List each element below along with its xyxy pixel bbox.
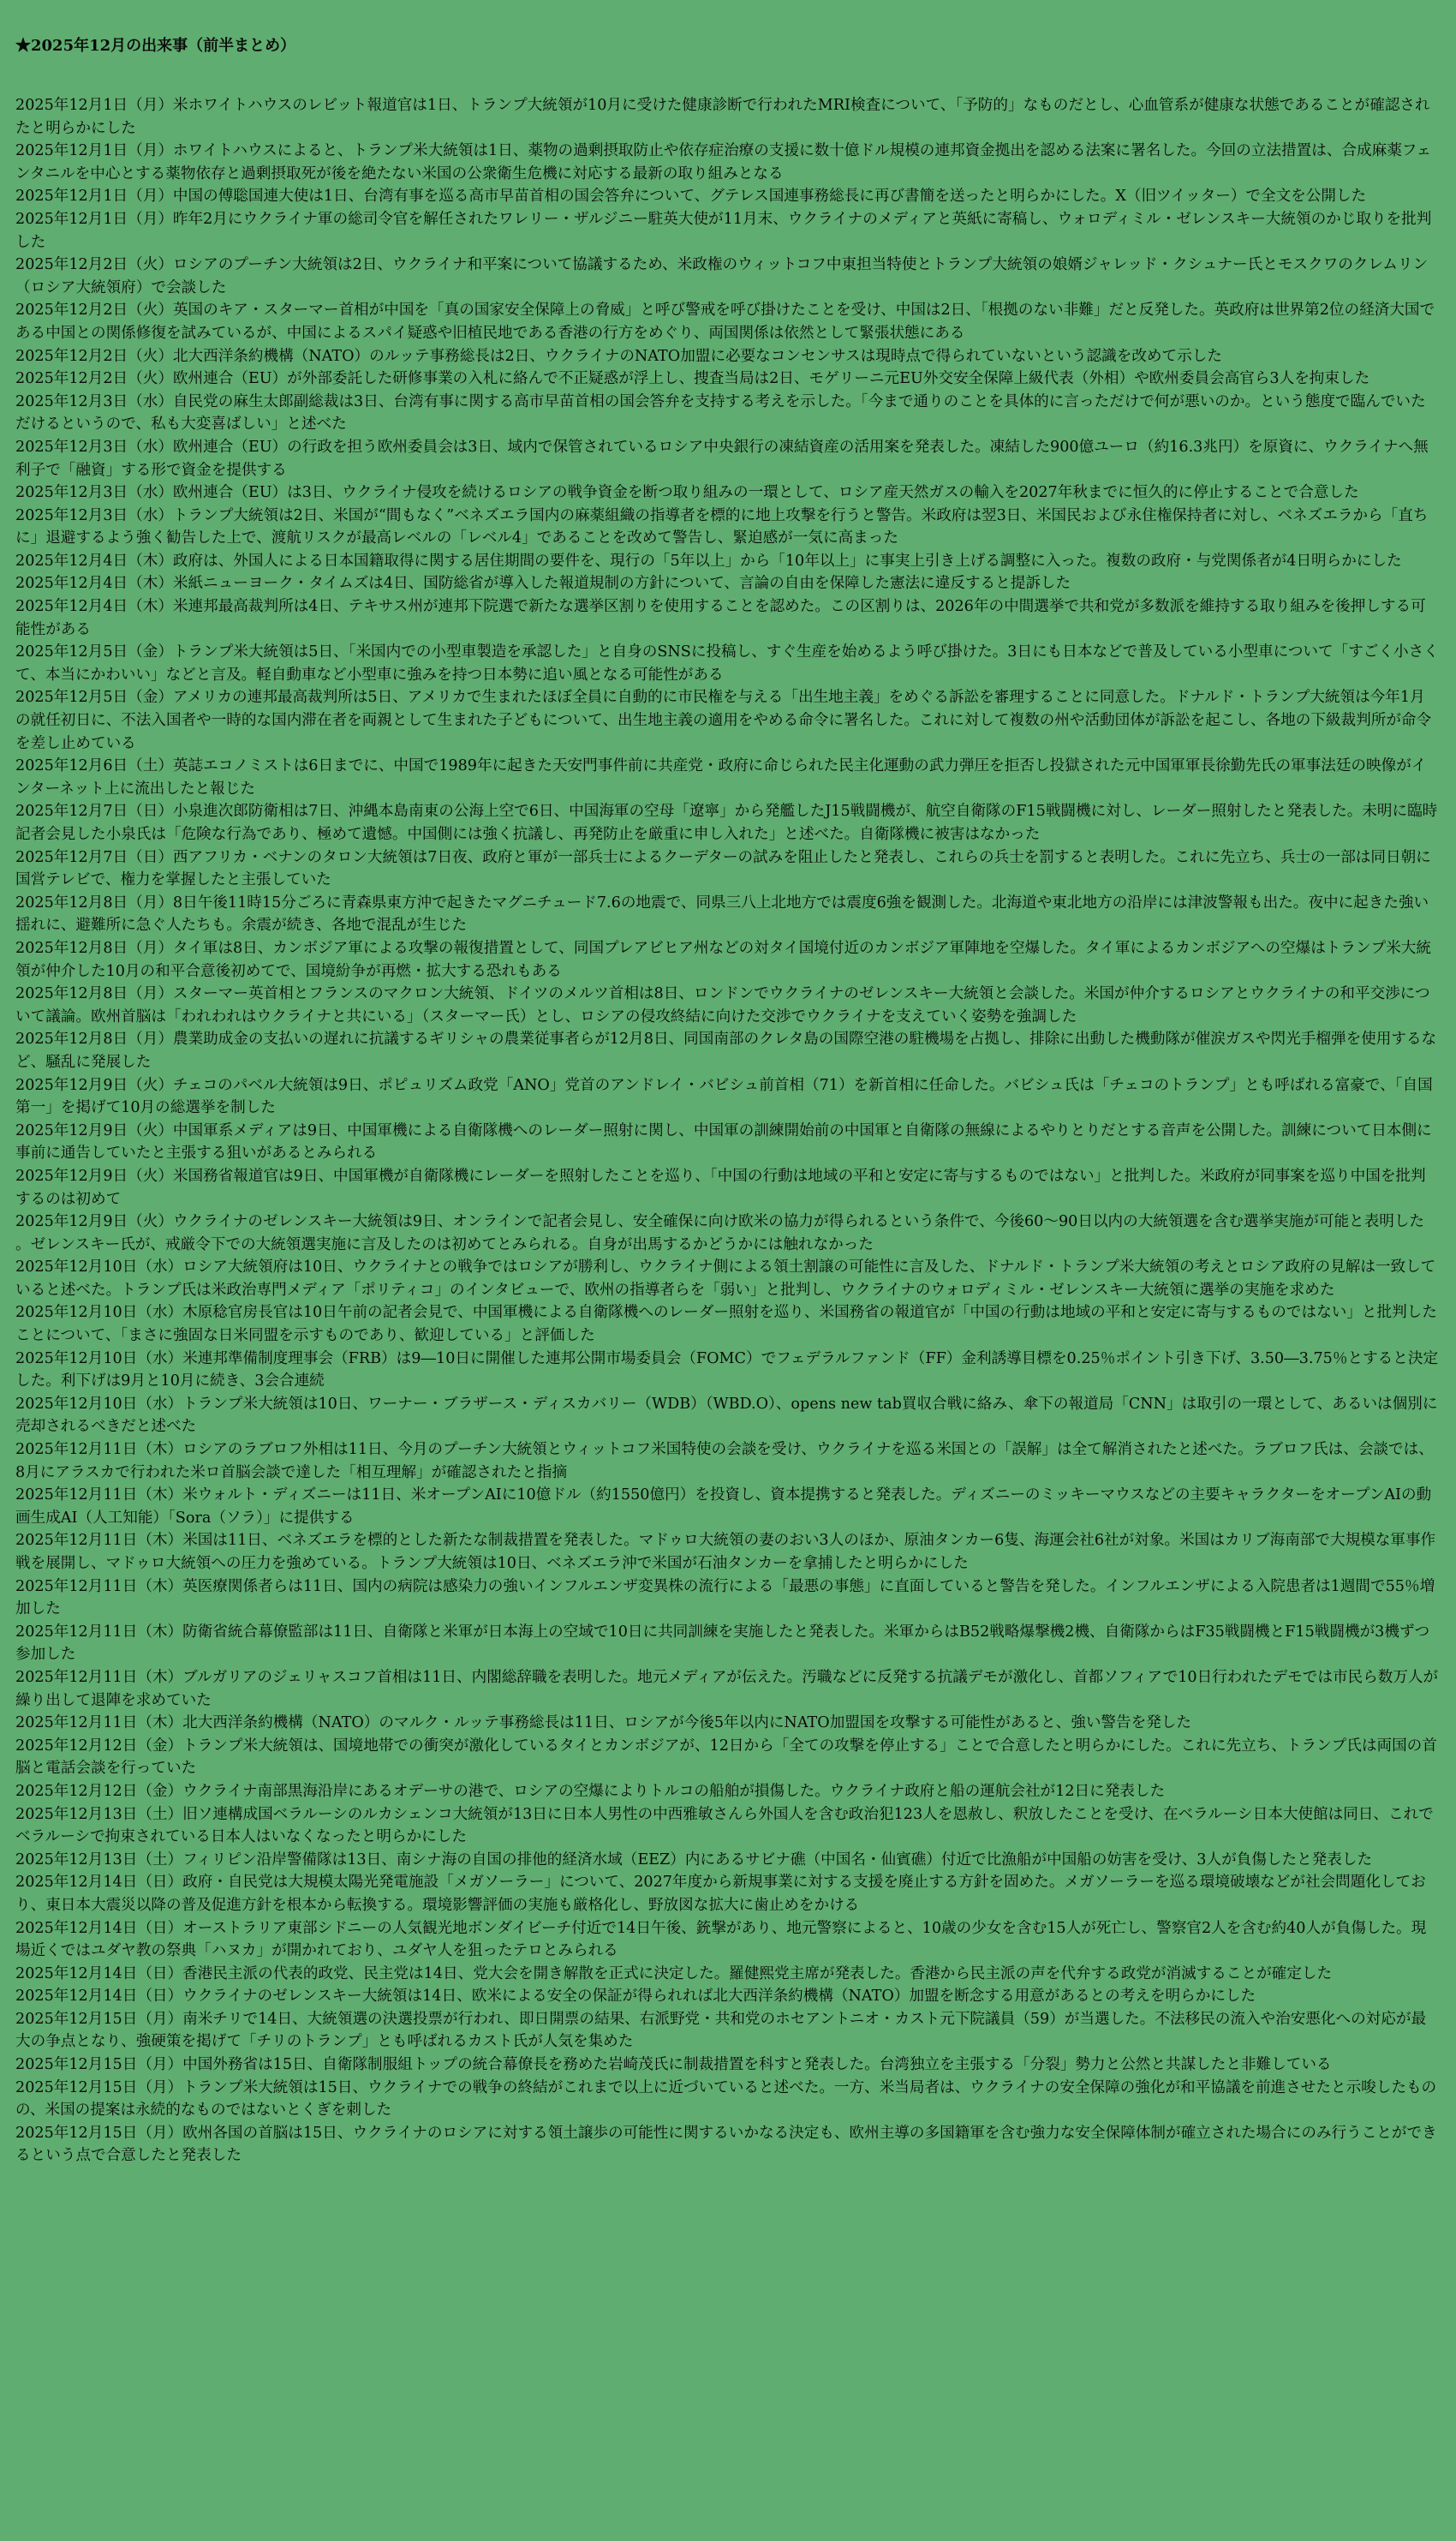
- news-entry: 2025年12月13日（土）フィリピン沿岸警備隊は13日、南シナ海の自国の排他的経済水域（EEZ）内にあるサビナ礁（中国名・仙賓礁）付近で比漁船が中国船の妨害を受け、3人が負傷したと発表した: [15, 1850, 1373, 1868]
- news-entry-list: [15, 94, 1439, 2167]
- news-entry: 2025年12月10日（水）トランプ米大統領は10日、ワーナー・ブラザース・ディスカバリー（WDB）（WBD.O）、opens new tab買収合戦に絡み、傘下の報道局「CNN」は取引の一環として、あるいは個別に売却されるべきだと述べた: [15, 1395, 1438, 1436]
- news-entry: 2025年12月15日（月）南米チリで14日、大統領選の決選投票が行われ、即日開票の結果、右派野党・共和党のホセアントニオ・カスト元下院議員（59）が当選した。不法移民の流入や治安悪化への対応が最大の争点となり、強硬策を掲げて「チリのトランプ」とも呼ばれるカスト氏が人気を集めた: [15, 2010, 1427, 2051]
- news-entry: 2025年12月4日（木）政府は、外国人による日本国籍取得に関する居住期間の要件を、現行の「5年以上」から「10年以上」に事実上引き上げる調整に入った。複数の政府・与党関係者が4日明らかにした: [15, 552, 1402, 570]
- document-title: ★2025年12月の出来事（前半まとめ）: [15, 37, 296, 55]
- news-entry: 2025年12月2日（火）ロシアのプーチン大統領は2日、ウクライナ和平案について協議するため、米政権のウィットコフ中東担当特使とトランプ大統領の娘婿ジャレッド・クシュナー氏とモスクワのクレムリン（ロシア大統領府）で会談した: [15, 256, 1429, 296]
- news-entry: 2025年12月11日（木）防衛省統合幕僚監部は11日、自衛隊と米軍が日本海上の空域で10日に共同訓練を実施したと発表した。米軍からはB52戦略爆撃機2機、自衛隊からはF35戦闘機とF15戦闘機が3機ずつ参加した: [15, 1623, 1430, 1664]
- news-entry: 2025年12月10日（水）ロシア大統領府は10日、ウクライナとの戦争ではロシアが勝利し、ウクライナ側による領土割譲の可能性に言及した、ドナルド・トランプ米大統領の考えとロシア政府の見解は一致していると述べた。トランプ氏は米政治専門メディア「ポリティコ」のインタビューで、欧州の指導者らを「弱い」と批判し、ウクライナのウォロディミル・ゼレンスキー大統領に選挙の実施を求めた: [15, 1259, 1436, 1299]
- news-entry: 2025年12月9日（火）ウクライナのゼレンスキー大統領は9日、オンラインで記者会見し、安全確保に向け欧米の協力が得られるという条件で、今後60～90日以内の大統領選を含む選挙実施が可能と表明した。ゼレンスキー氏が、戒厳令下での大統領選実施に言及したのは初めてとみられる。自身が出馬するかどうかには触れなかった: [15, 1213, 1425, 1253]
- news-entry: 2025年12月1日（月）米ホワイトハウスのレビット報道官は1日、トランプ大統領が10月に受けた健康診断で行われたMRI検査について、「予防的」なものだとし、心血管系が健康な状態であることが確認されたと明らかにした: [15, 97, 1430, 137]
- news-entry: 2025年12月11日（木）米国は11日、ベネズエラを標的とした新たな制裁措置を発表した。マドゥロ大統領の妻のおい3人のほか、原油タンカー6隻、海運会社6社が対象。米国はカリブ海南部で大規模な軍事作戦を展開し、マドゥロ大統領への圧力を強めている。トランプ大統領は10日、ベネズエラ沖で米国が石油タンカーを拿捕したと明らかにした: [15, 1532, 1436, 1572]
- news-entry: 2025年12月8日（月）タイ軍は8日、カンボジア軍による攻撃の報復措置として、同国プレアビヒア州などの対タイ国境付近のカンボジア軍陣地を空爆した。タイ軍によるカンボジアへの空爆はトランプ米大統領が仲介した10月の和平合意後初めてで、国境紛争が再燃・拡大する恐れもある: [15, 939, 1431, 980]
- news-entry: 2025年12月9日（火）チェコのパベル大統領は9日、ポピュリズム政党「ANO」党首のアンドレイ・バビシュ前首相（71）を新首相に任命した。バビシュ氏は「チェコのトランプ」とも呼ばれる富豪で、「自国第一」を掲げて10月の総選挙を制した: [15, 1076, 1433, 1117]
- news-entry: 2025年12月7日（日）小泉進次郎防衛相は7日、沖縄本島南東の公海上空で6日、中国海軍の空母「遼寧」から発艦したJ15戦闘機が、航空自衛隊のF15戦闘機に対し、レーダー照射したと発表した。未明に臨時記者会見した小泉氏は「危険な行為であり、極めて遺憾。中国側には強く抗議し、再発防止を厳重に申し入れた」と述べた。自衛隊機に被害はなかった: [15, 803, 1438, 843]
- news-entry: 2025年12月8日（月）スターマー英首相とフランスのマクロン大統領、ドイツのメルツ首相は8日、ロンドンでウクライナのゼレンスキー大統領と会談した。米国が仲介するロシアとウクライナの和平交渉について議論。欧州首脳は「われわれはウクライナと共にいる」（スターマー氏）とし、ロシアの侵攻終結に向けた交渉でウクライナを支えていく姿勢を強調した: [15, 985, 1430, 1025]
- news-entry: 2025年12月1日（月）中国の傅聡国連大使は1日、台湾有事を巡る高市早苗首相の国会答弁について、グテレス国連事務総長に再び書簡を送ったと明らかにした。X（旧ツイッター）で全文を公開した: [15, 188, 1367, 206]
- news-entry: 2025年12月15日（月）トランプ米大統領は15日、ウクライナでの戦争の終結がこれまで以上に近づいていると述べた。一方、米当局者は、ウクライナの安全保障の強化が和平協議を前進させたと示唆したものの、米国の提案は永続的なものではないとくぎを刺した: [15, 2078, 1437, 2119]
- news-entry: 2025年12月12日（金）ウクライナ南部黒海沿岸にあるオデーサの港で、ロシアの空爆によりトルコの船舶が損傷した。ウクライナ政府と船の運航会社が12日に発表した: [15, 1782, 1166, 1800]
- news-entry: 2025年12月10日（水）米連邦準備制度理事会（FRB）は9―10日に開催した連邦公開市場委員会（FOMC）でフェデラルファンド（FF）金利誘導目標を0.25％ポイント引き下げ、3.50―3.75％とすると決定した。利下げは9月と10月に続き、3会合連続: [15, 1349, 1439, 1390]
- news-entry: 2025年12月8日（月）農業助成金の支払いの遅れに抗議するギリシャの農業従事者らが12月8日、同国南部のクレタ島の国際空港の駐機場を占拠し、排除に出動した機動隊が催涙ガスや閃光手榴弾を使用するなど、騒乱に発展した: [15, 1031, 1437, 1071]
- news-entry: 2025年12月1日（月）昨年2月にウクライナ軍の総司令官を解任されたワレリー・ザルジニー駐英大使が11月末、ウクライナのメディアと英紙に寄稿し、ウォロディミル・ゼレンスキー大統領のかじ取りを批判した: [15, 210, 1432, 251]
- news-entry: 2025年12月1日（月）ホワイトハウスによると、トランプ米大統領は1日、薬物の過剰摂取防止や依存症治療の支援に数十億ドル規模の連邦資金拠出を認める法案に署名した。今回の立法措置は、合成麻薬フェンタニルを中心とする薬物依存と過剰摂取死が後を絶たない米国の公衆衛生危機に対応する最新の取り組みとなる: [15, 142, 1432, 182]
- news-entry: 2025年12月12日（金）トランプ米大統領は、国境地帯での衝突が激化しているタイとカンボジアが、12日から「全ての攻撃を停止する」ことで合意したと明らかにした。これに先立ち、トランプ氏は両国の首脳と電話会談を行っていた: [15, 1737, 1437, 1778]
- news-entry: 2025年12月4日（木）米紙ニューヨーク・タイムズは4日、国防総省が導入した報道規制の方針について、言論の自由を保障した憲法に違反すると提訴した: [15, 575, 1071, 593]
- news-entry: 2025年12月15日（月）中国外務省は15日、自衛隊制服組トップの統合幕僚長を務めた岩崎茂氏に制裁措置を科すと発表した。台湾独立を主張する「分裂」勢力と公然と共謀したと非難している: [15, 2056, 1332, 2074]
- news-entry: 2025年12月14日（日）ウクライナのゼレンスキー大統領は14日、欧米による安全の保証が得られれば北大西洋条約機構（NATO）加盟を断念する用意があるとの考えを明らかにした: [15, 1988, 1256, 2006]
- news-entry: 2025年12月5日（金）アメリカの連邦最高裁判所は5日、アメリカで生まれたほぼ全員に自動的に市民権を与える「出生地主義」をめぐる訴訟を審理することに同意した。ドナルド・トランプ大統領は今年1月の就任初日に、不法入国者や一時的な国内滞在者を両親として生まれた子どもについて、出生地主義の適用をやめる命令に署名した。これに対して複数の州や活動団体が訴訟を起こし、各地の下級裁判所が命令を差し止めている: [15, 689, 1432, 752]
- news-entry: 2025年12月11日（木）米ウォルト・ディズニーは11日、米オープンAIに10億ドル（約1550億円）を投資し、資本提携すると発表した。ディズニーのミッキーマウスなどの主要キャラクターをオープンAIの動画生成AI（人工知能）「Sora（ソラ）」に提供する: [15, 1486, 1432, 1527]
- news-entry: 2025年12月9日（火）中国軍系メディアは9日、中国軍機による自衛隊機へのレーダー照射に関し、中国軍の訓練開始前の中国軍と自衛隊の無線によるやりとりだとする音声を公開した。訓練について日本側に事前に通告していたと主張する狙いがあるとみられる: [15, 1121, 1432, 1163]
- news-entry: 2025年12月5日（金）トランプ米大統領は5日、「米国内での小型車製造を承認した」と自身のSNSに投稿し、すぐ生産を始めるよう呼び掛けた。3日にも日本などで普及している小型車について「すごく小さくて、本当にかわいい」などと言及。軽自動車など小型車に強みを持つ日本勢に追い風となる可能性がある: [15, 643, 1439, 684]
- news-entry: 2025年12月3日（水）トランプ大統領は2日、米国が“間もなく”ベネズエラ国内の麻薬組織の指導者を標的に地上攻撃を行うと警告。米政府は翌3日、米国民および永住権保持者に対し、ベネズエラから「直ちに」退避するよう強く勧告した上で、渡航リスクが最高レベルの「レベル4」であることを改めて警告し、緊迫感が一気に高まった: [15, 506, 1429, 547]
- news-entry: 2025年12月3日（水）欧州連合（EU）の行政を担う欧州委員会は3日、域内で保管されているロシア中央銀行の凍結資産の活用案を発表した。凍結した900億ユーロ（約16.3兆円）を原資に、ウクライナへ無利子で「融資」する形で資金を提供する: [15, 438, 1429, 479]
- news-entry: 2025年12月9日（火）米国務省報道官は9日、中国軍機が自衛隊機にレーダーを照射したことを巡り、「中国の行動は地域の平和と安定に寄与するものではない」と批判した。米政府が同事案を巡り中国を批判するのは初めて: [15, 1167, 1426, 1208]
- news-entry: 2025年12月7日（日）西アフリカ・ベナンのタロン大統領は7日夜、政府と軍が一部兵士によるクーデターの試みを阻止したと発表し、これらの兵士を罰すると表明した。これに先立ち、兵士の一部は同日朝に国営テレビで、権力を掌握したと主張していた: [15, 848, 1431, 889]
- news-entry: 2025年12月11日（木）ロシアのラブロフ外相は11日、今月のプーチン大統領とウィットコフ米国特使の会談を受け、ウクライナを巡る米国との「誤解」は全て解消されたと述べた。ラブロフ氏は、会談では、8月にアラスカで行われた米ロ首脳会談で達した「相互理解」が確認されたと指摘: [15, 1441, 1434, 1481]
- news-entry: 2025年12月3日（水）欧州連合（EU）は3日、ウクライナ侵攻を続けるロシアの戦争資金を断つ取り組みの一環として、ロシア産天然ガスの輸入を2027年秋までに恒久的に停止することで合意した: [15, 484, 1359, 502]
- news-entry: 2025年12月3日（水）自民党の麻生太郎副総裁は3日、台湾有事に関する高市早苗首相の国会答弁を支持する考えを示した。「今まで通りのことを具体的に言っただけで何が悪いのか。という態度で臨んでいただけるというので、私も大変喜ばしい」と述べた: [15, 392, 1426, 433]
- news-entry: 2025年12月14日（日）香港民主派の代表的政党、民主党は14日、党大会を開き解散を正式に決定した。羅健熙党主席が発表した。香港から民主派の声を代弁する政党が消滅することが確定した: [15, 1964, 1333, 1982]
- news-entry: 2025年12月14日（日）政府・自民党は大規模太陽光発電施設「メガソーラー」について、2027年度から新規事業に対する支援を廃止する方針を固めた。メガソーラーを巡る環境破壊などが社会問題化しており、東日本大震災以降の普及促進方針を根本から転換する。環境影響評価の実施も厳格化し、野放図な拡大に歯止めをかける: [15, 1874, 1426, 1914]
- news-entry: 2025年12月2日（火）北大西洋条約機構（NATO）のルッテ事務総長は2日、ウクライナのNATO加盟に必要なコンセンサスは現時点で得られていないという認識を改めて示した: [15, 347, 1222, 365]
- news-entry: 2025年12月14日（日）オーストラリア東部シドニーの人気観光地ボンダイビーチ付近で14日午後、銃撃があり、地元警察によると、10歳の少女を含む15人が死亡し、警察官2人を含む約40人が負傷した。現場近くではユダヤ教の祭典「ハヌカ」が開かれており、ユダヤ人を狙ったテロとみられる: [15, 1919, 1427, 1960]
- news-entry: 2025年12月4日（木）米連邦最高裁判所は4日、テキサス州が連邦下院選で新たな選挙区割りを使用することを認めた。この区割りは、2026年の中間選挙で共和党が多数派を維持する取り組みを後押しする可能性がある: [15, 598, 1426, 638]
- news-entry: 2025年12月11日（木）ブルガリアのジェリャスコフ首相は11日、内閣総辞職を表明した。地元メディアが伝えた。汚職などに反発する抗議デモが激化し、首都ソフィアで10日行われたデモでは市民ら数万人が繰り出して退陣を求めていた: [15, 1668, 1439, 1709]
- news-entry: 2025年12月6日（土）英誌エコノミストは6日までに、中国で1989年に起きた天安門事件前に共産党・政府に命じられた民主化運動の武力弾圧を拒否し投獄された元中国軍軍長徐勤先氏の軍事法廷の映像がインターネット上に流出したと報じた: [15, 757, 1427, 798]
- news-entry: 2025年12月8日（月）8日午後11時15分ごろに青森県東方沖で起きたマグニチュード7.6の地震で、同県三八上北地方では震度6強を観測した。北海道や東北地方の沿岸には津波警報も出た。夜中に起きた強い揺れに、避難所に急ぐ人たちも。余震が続き、各地で混乱が生じた: [15, 894, 1429, 935]
- news-entry: 2025年12月2日（火）欧州連合（EU）が外部委託した研修事業の入札に絡んで不正疑惑が浮上し、捜査当局は2日、モゲリーニ元EU外交安全保障上級代表（外相）や欧州委員会高官ら3人を拘束した: [15, 370, 1370, 388]
- news-entry: 2025年12月11日（木）英医療関係者らは11日、国内の病院は感染力の強いインフルエンザ変異株の流行による「最悪の事態」に直面していると警告を発した。インフルエンザによる入院患者は1週間で55％増加した: [15, 1577, 1435, 1618]
- news-entry: 2025年12月11日（木）北大西洋条約機構（NATO）のマルク・ルッテ事務総長は11日、ロシアが今後5年以内にNATO加盟国を攻撃する可能性があると、強い警告を発した: [15, 1714, 1191, 1732]
- news-entry: 2025年12月15日（月）欧州各国の首脳は15日、ウクライナのロシアに対する領土譲歩の可能性に関するいかなる決定も、欧州主導の多国籍軍を含む強力な安全保障体制が確立された場合にのみ行うことができるという点で合意したと発表した: [15, 2124, 1437, 2165]
- news-entry: 2025年12月10日（水）木原稔官房長官は10日午前の記者会見で、中国軍機による自衛隊機へのレーダー照射を巡り、米国務省の報道官が「中国の行動は地域の平和と安定に寄与するものではない」と批判したことについて、「まさに強固な日米同盟を示すものであり、歓迎している」と評価した: [15, 1304, 1437, 1345]
- news-entry: 2025年12月2日（火）英国のキア・スターマー首相が中国を「真の国家安全保障上の脅威」と呼び警戒を呼び掛けたことを受け、中国は2日、「根拠のない非難」だと反発した。英政府は世界第2位の経済大国である中国との関係修復を試みているが、中国によるスパイ疑惑や旧植民地である香港の行方をめぐり、両国関係は依然として緊張状態にある: [15, 302, 1435, 342]
- news-entry: 2025年12月13日（土）旧ソ連構成国ベラルーシのルカシェンコ大統領が13日に日本人男性の中西雅敏さんら外国人を含む政治犯123人を恩赦し、釈放したことを受け、在ベラルーシ日本大使館は同日、これでベラルーシで拘束されている日本人はいなくなったと明らかにした: [15, 1805, 1434, 1846]
